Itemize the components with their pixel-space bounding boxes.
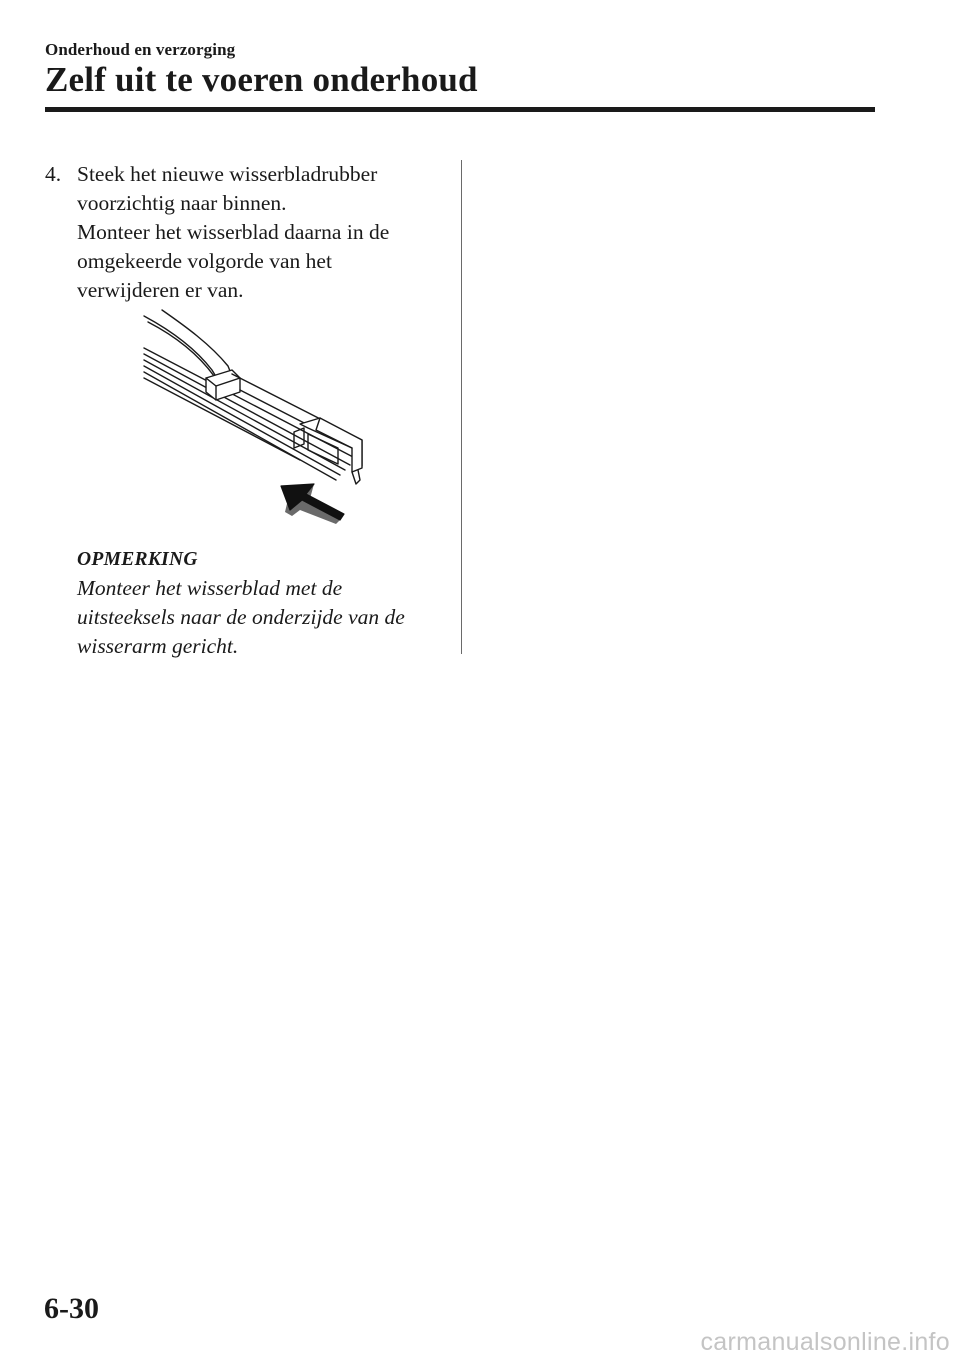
chapter-title: Zelf uit te voeren onderhoud	[45, 60, 478, 99]
step-line: verwijderen er van.	[77, 278, 244, 302]
wiper-blade-drawing	[140, 308, 370, 528]
step-number: 4.	[45, 162, 62, 186]
step-body	[77, 160, 445, 305]
step-line: Steek het nieuwe wisserbladrubber	[77, 162, 378, 186]
note-line: wisserarm gericht.	[77, 634, 239, 658]
column-divider	[461, 160, 462, 654]
step-line: Monteer het wisserblad daarna in de	[77, 220, 390, 244]
note-block	[77, 545, 447, 661]
push-arrow-icon	[281, 484, 344, 524]
note-line: Monteer het wisserblad met de	[77, 576, 343, 600]
note-line: uitsteeksels naar de onderzijde van de	[77, 605, 405, 629]
step-item	[45, 160, 445, 305]
watermark: carmanualsonline.info	[700, 1328, 950, 1356]
step-line: omgekeerde volgorde van het	[77, 249, 332, 273]
note-heading: OPMERKING	[77, 549, 198, 570]
section-label: Onderhoud en verzorging	[45, 40, 236, 59]
title-rule	[45, 107, 875, 112]
page-number: 6-30	[44, 1292, 99, 1325]
wiper-blade-illustration	[140, 308, 370, 528]
step-line: voorzichtig naar binnen.	[77, 191, 287, 215]
